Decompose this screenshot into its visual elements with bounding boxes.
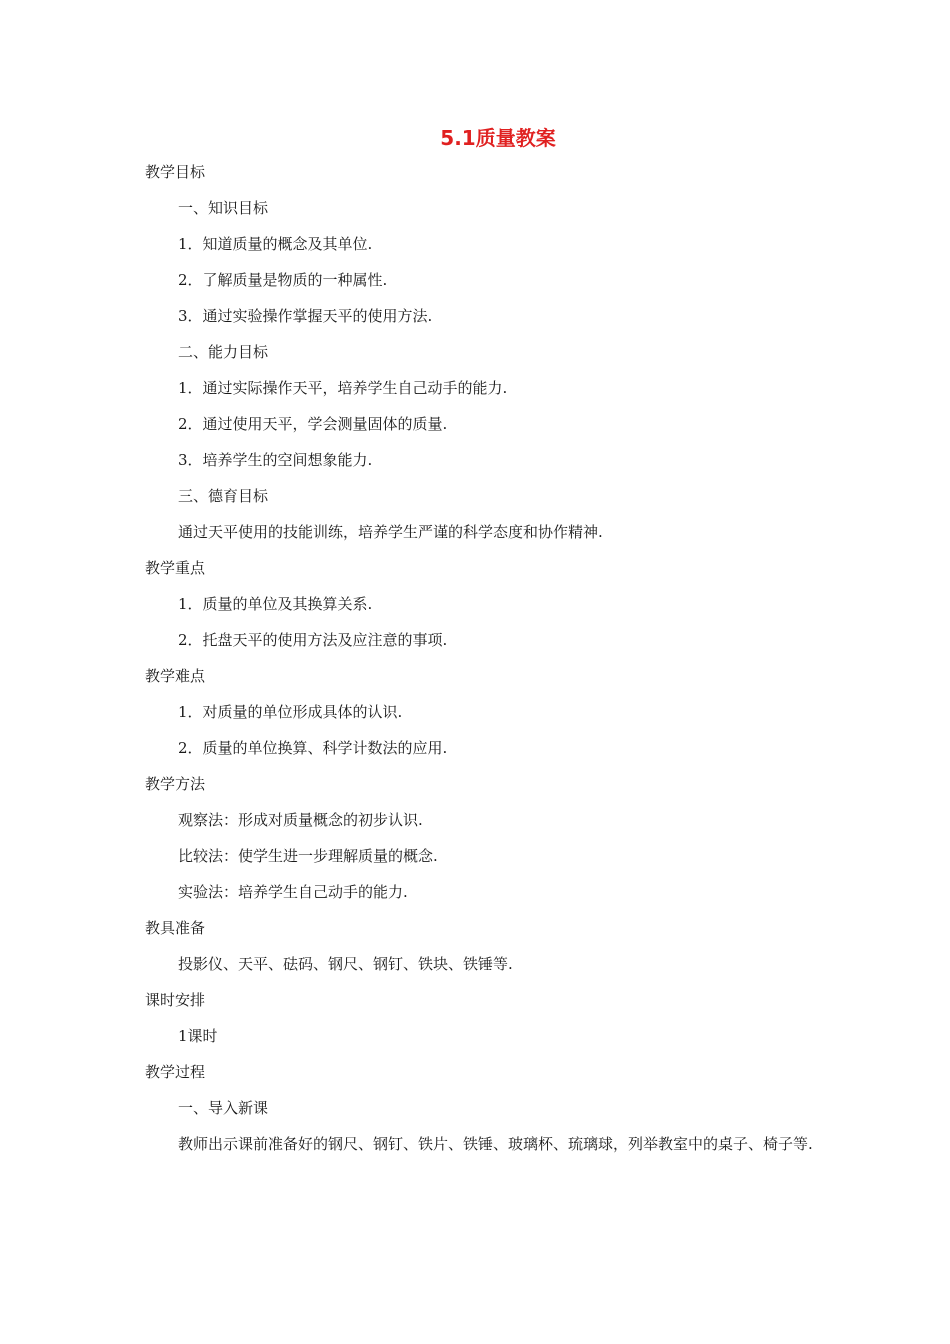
section-heading: 教学过程 (145, 1063, 206, 1081)
paragraph-line: 一、知识目标 (178, 199, 269, 217)
paragraph-line: 投影仪、天平、砝码、钢尺、钢钉、铁块、铁锤等. (178, 955, 513, 973)
paragraph-line: 1．质量的单位及其换算关系. (178, 595, 373, 613)
paragraph-line: 3．培养学生的空间想象能力. (178, 451, 373, 469)
section-heading: 教具准备 (145, 919, 206, 937)
paragraph-line: 2．了解质量是物质的一种属性. (178, 271, 388, 289)
section-heading: 教学目标 (145, 163, 206, 181)
paragraph-line: 比较法：使学生进一步理解质量的概念. (178, 847, 438, 865)
paragraph-line: 1．知道质量的概念及其单位. (178, 235, 373, 253)
section-heading: 教学难点 (145, 667, 206, 685)
paragraph-line: 2．质量的单位换算、科学计数法的应用. (178, 739, 448, 757)
section-heading: 教学方法 (145, 775, 206, 793)
paragraph-line: 实验法：培养学生自己动手的能力. (178, 883, 408, 901)
paragraph-line: 观察法：形成对质量概念的初步认识. (178, 811, 423, 829)
paragraph-line: 教师出示课前准备好的钢尺、钢钉、铁片、铁锤、玻璃杯、琉璃球，列举教室中的桌子、椅子等. (178, 1135, 813, 1153)
paragraph-line: 三、德育目标 (178, 487, 269, 505)
paragraph-line: 一、导入新课 (178, 1099, 269, 1117)
paragraph-line: 通过天平使用的技能训练，培养学生严谨的科学态度和协作精神. (178, 523, 603, 541)
document-title: 5.1质量教案 (440, 126, 556, 150)
paragraph-line: 1．通过实际操作天平，培养学生自己动手的能力. (178, 379, 508, 397)
paragraph-line: 二、能力目标 (178, 343, 269, 361)
paragraph-line: 1课时 (178, 1027, 218, 1045)
section-heading: 课时安排 (145, 991, 206, 1009)
paragraph-line: 2．通过使用天平，学会测量固体的质量. (178, 415, 448, 433)
paragraph-line: 3．通过实验操作掌握天平的使用方法. (178, 307, 433, 325)
document-body (145, 160, 825, 1162)
paragraph-line: 1．对质量的单位形成具体的认识. (178, 703, 403, 721)
paragraph-line: 2．托盘天平的使用方法及应注意的事项. (178, 631, 448, 649)
section-heading: 教学重点 (145, 559, 206, 577)
